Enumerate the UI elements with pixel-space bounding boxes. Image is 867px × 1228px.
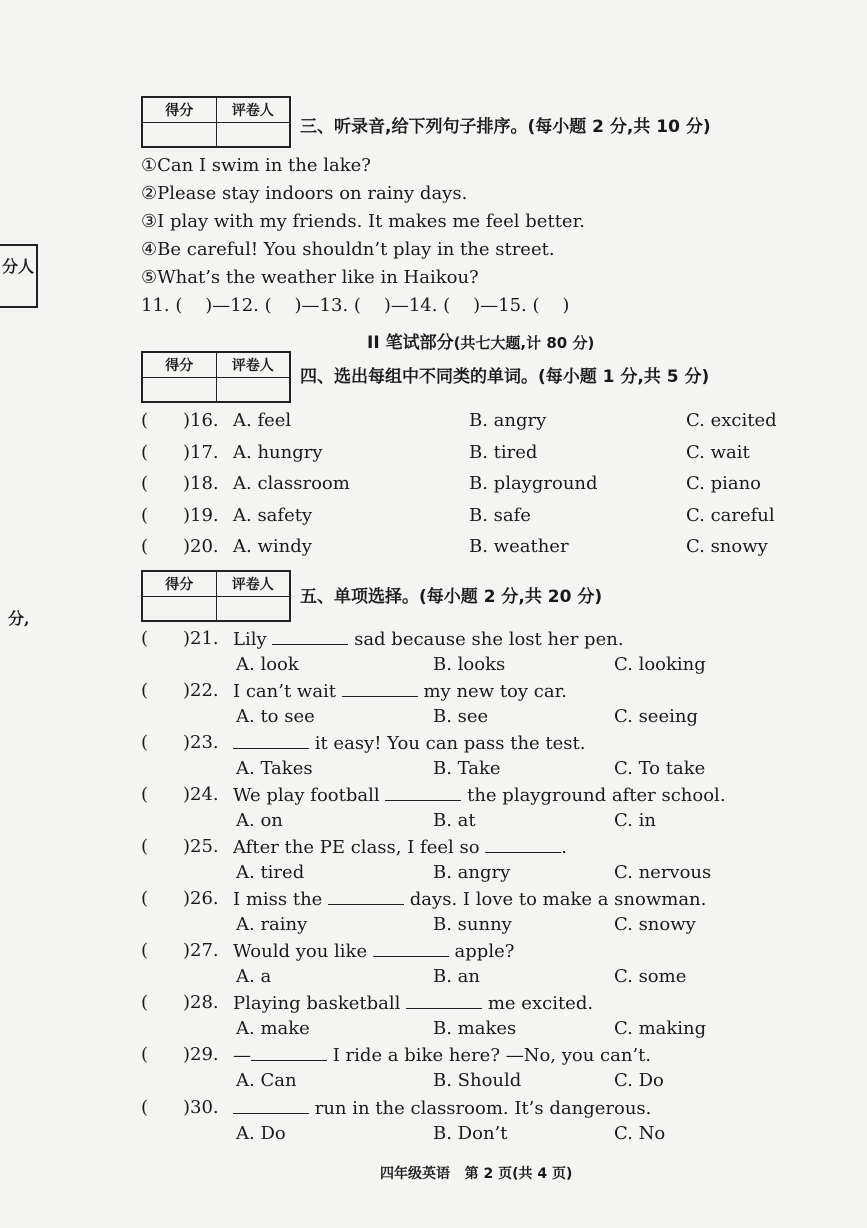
s4-option-b: B. angry — [469, 410, 547, 431]
s4-option-b: B. tired — [469, 442, 538, 463]
s5-question: I can’t wait my new toy car. — [233, 681, 567, 702]
s5-paren[interactable]: ( — [141, 680, 149, 701]
s5-question: — I ride a bike here? —No, you can’t. — [233, 1045, 652, 1066]
s4-paren[interactable]: ( — [141, 442, 149, 463]
answer-blank[interactable] — [385, 784, 461, 801]
s5-option-b: B. see — [433, 706, 489, 727]
s4-option-b: B. weather — [469, 536, 569, 557]
s5-option-c: C. No — [614, 1123, 666, 1144]
s5-option-c: C. snowy — [614, 914, 696, 935]
score-label: 得分 — [142, 571, 216, 596]
s5-option-a: A. rainy — [236, 914, 308, 935]
s5-question: run in the classroom. It’s dangerous. — [233, 1097, 651, 1119]
section5-title: 五、单项选择。(每小题 2 分,共 20 分) — [300, 587, 603, 607]
edge-text-top: 分人 — [2, 257, 35, 276]
s5-num: )28. — [183, 992, 219, 1013]
s4-num: )20. — [183, 536, 219, 557]
s5-question: After the PE class, I feel so . — [233, 837, 568, 858]
s5-num: )22. — [183, 680, 219, 701]
s5-option-b: B. Take — [433, 758, 501, 779]
s4-option-c: C. careful — [686, 505, 775, 526]
score-cell — [142, 122, 216, 147]
s5-option-c: C. Do — [614, 1070, 664, 1091]
answer-blank[interactable] — [328, 888, 404, 905]
s5-question: Playing basketball me excited. — [233, 993, 594, 1014]
s4-option-a: A. safety — [233, 505, 313, 526]
s5-num: )23. — [183, 732, 219, 753]
sentence-1: ①Can I swim in the lake? — [141, 155, 371, 176]
s5-num: )30. — [183, 1097, 219, 1118]
s5-num: )29. — [183, 1044, 219, 1065]
s5-option-a: A. a — [236, 966, 272, 987]
s5-question: it easy! You can pass the test. — [233, 732, 586, 754]
score-box-section4 — [141, 351, 291, 403]
s5-paren[interactable]: ( — [141, 940, 149, 961]
s4-num: )16. — [183, 410, 219, 431]
s5-paren[interactable]: ( — [141, 732, 149, 753]
s5-num: )21. — [183, 628, 219, 649]
s5-num: )24. — [183, 784, 219, 805]
s4-option-a: A. hungry — [233, 442, 323, 463]
s4-paren[interactable]: ( — [141, 473, 149, 494]
s5-paren[interactable]: ( — [141, 992, 149, 1013]
s5-num: )27. — [183, 940, 219, 961]
s5-paren[interactable]: ( — [141, 784, 149, 805]
s4-option-a: A. feel — [233, 410, 292, 431]
s5-paren[interactable]: ( — [141, 628, 149, 649]
score-label: 得分 — [142, 352, 216, 377]
score-cell — [142, 377, 216, 402]
s5-option-a: A. tired — [236, 862, 305, 883]
sentence-5: ⑤What’s the weather like in Haikou? — [141, 267, 479, 288]
answer-blank[interactable] — [342, 680, 418, 697]
s4-num: )17. — [183, 442, 219, 463]
sentence-2: ②Please stay indoors on rainy days. — [141, 183, 468, 204]
grader-label: 评卷人 — [216, 352, 290, 377]
s5-option-b: B. angry — [433, 862, 511, 883]
order-answer-line[interactable]: 11. ( )—12. ( )—13. ( )—14. ( )—15. ( ) — [141, 295, 570, 316]
s4-num: )18. — [183, 473, 219, 494]
s5-option-b: B. sunny — [433, 914, 512, 935]
answer-blank[interactable] — [272, 628, 348, 645]
part2-heading — [367, 328, 594, 353]
answer-blank[interactable] — [233, 1097, 309, 1114]
part2-title: II 笔试部分 — [367, 333, 454, 353]
s5-option-a: A. to see — [236, 706, 315, 727]
s4-option-b: B. playground — [469, 473, 598, 494]
answer-blank[interactable] — [233, 732, 309, 749]
score-label: 得分 — [142, 97, 216, 122]
s5-paren[interactable]: ( — [141, 1097, 149, 1118]
sentence-3: ③I play with my friends. It makes me feel better. — [141, 211, 585, 232]
s5-question: We play football the playground after school. — [233, 785, 726, 806]
s4-option-c: C. piano — [686, 473, 762, 494]
s5-option-b: B. at — [433, 810, 476, 831]
part2-note: (共七大题,计 80 分) — [453, 334, 595, 352]
s4-num: )19. — [183, 505, 219, 526]
s5-option-c: C. in — [614, 810, 656, 831]
s5-option-c: C. looking — [614, 654, 706, 675]
score-box-section3 — [141, 96, 291, 148]
answer-blank[interactable] — [485, 836, 561, 853]
s5-question: Lily sad because she lost her pen. — [233, 629, 624, 650]
s4-option-a: A. windy — [233, 536, 312, 557]
s4-option-b: B. safe — [469, 505, 531, 526]
s4-paren[interactable]: ( — [141, 410, 149, 431]
edge-text-mid: 分, — [8, 609, 30, 628]
s4-paren[interactable]: ( — [141, 505, 149, 526]
answer-blank[interactable] — [251, 1044, 327, 1061]
s4-option-c: C. excited — [686, 410, 777, 431]
sentence-4: ④Be careful! You shouldn’t play in the street. — [141, 239, 555, 260]
s5-paren[interactable]: ( — [141, 888, 149, 909]
grader-cell — [216, 377, 290, 402]
s5-option-c: C. nervous — [614, 862, 712, 883]
grader-cell — [216, 596, 290, 621]
s5-option-a: A. look — [236, 654, 299, 675]
s5-option-a: A. Can — [236, 1070, 297, 1091]
s5-option-a: A. on — [236, 810, 283, 831]
s5-option-a: A. Do — [236, 1123, 286, 1144]
s5-option-a: A. make — [236, 1018, 310, 1039]
s4-option-c: C. snowy — [686, 536, 768, 557]
answer-blank[interactable] — [406, 992, 482, 1009]
s5-num: )25. — [183, 836, 219, 857]
s5-option-b: B. Don’t — [433, 1123, 508, 1144]
s4-paren[interactable]: ( — [141, 536, 149, 557]
s5-question: I miss the days. I love to make a snowman. — [233, 889, 707, 910]
grader-label: 评卷人 — [216, 97, 290, 122]
grader-label: 评卷人 — [216, 571, 290, 596]
s5-option-b: B. an — [433, 966, 480, 987]
section3-title: 三、听录音,给下列句子排序。(每小题 2 分,共 10 分) — [300, 117, 711, 137]
s4-option-c: C. wait — [686, 442, 750, 463]
s5-num: )26. — [183, 888, 219, 909]
s4-option-a: A. classroom — [233, 473, 350, 494]
answer-blank[interactable] — [373, 940, 449, 957]
s5-option-b: B. looks — [433, 654, 506, 675]
s5-question: Would you like apple? — [233, 941, 515, 962]
s5-paren[interactable]: ( — [141, 836, 149, 857]
s5-option-c: C. seeing — [614, 706, 698, 727]
s5-option-c: C. To take — [614, 758, 706, 779]
s5-paren[interactable]: ( — [141, 1044, 149, 1065]
s5-option-a: A. Takes — [236, 758, 313, 779]
page-footer: 四年级英语 第 2 页(共 4 页) — [380, 1166, 573, 1182]
section4-title: 四、选出每组中不同类的单词。(每小题 1 分,共 5 分) — [300, 367, 710, 387]
s5-option-b: B. makes — [433, 1018, 517, 1039]
s5-option-c: C. making — [614, 1018, 707, 1039]
score-box-section5 — [141, 570, 291, 622]
s5-option-b: B. Should — [433, 1070, 522, 1091]
s5-option-c: C. some — [614, 966, 687, 987]
score-cell — [142, 596, 216, 621]
grader-cell — [216, 122, 290, 147]
